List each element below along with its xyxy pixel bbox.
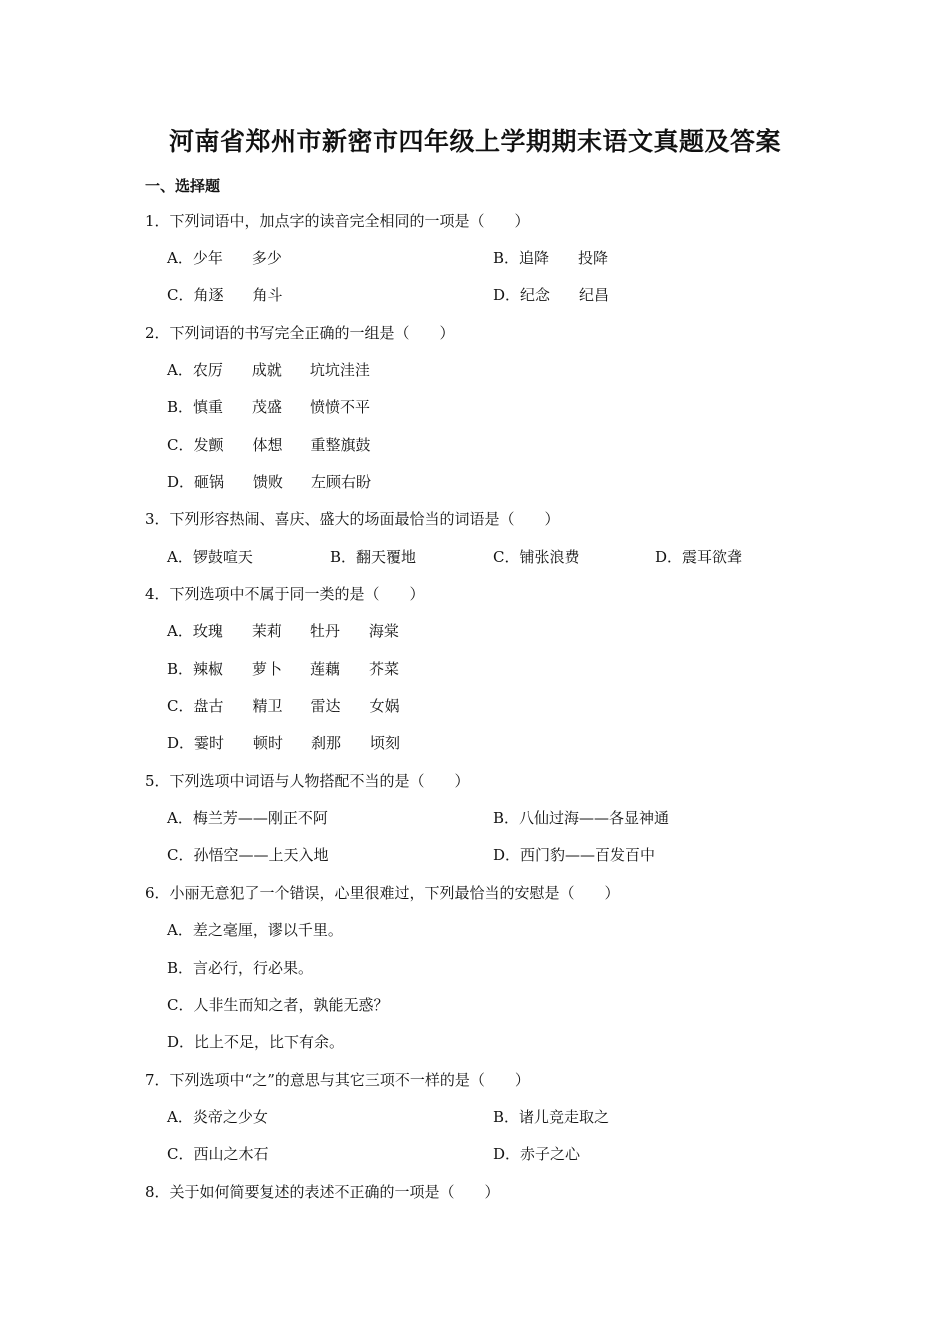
option-letter: A． <box>167 548 193 566</box>
option-letter: C． <box>167 286 194 304</box>
option-word: 茉莉 <box>251 622 282 640</box>
question-2-option-a <box>167 360 370 380</box>
option-word: 雷达 <box>310 697 341 715</box>
question-5-stem: 5．下列选项中词语与人物搭配不当的是（ ） <box>145 772 470 790</box>
option-word: 多少 <box>251 249 282 267</box>
question-5-option-c <box>167 845 329 865</box>
option-word: 茂盛 <box>252 398 283 416</box>
option-letter: D． <box>167 734 195 752</box>
option-word: 纪昌 <box>579 286 610 304</box>
question-1-stem: 1．下列词语中，加点字的读音完全相同的一项是（ ） <box>145 212 530 230</box>
question-2-stem: 2．下列词语的书写完全正确的一组是（ ） <box>145 324 455 342</box>
option-letter: D． <box>167 473 195 491</box>
option-letter: B． <box>167 660 194 678</box>
question-4-option-c <box>167 696 400 716</box>
question-7-option-c <box>167 1144 269 1164</box>
question-7-option-d <box>493 1144 580 1164</box>
option-letter: B． <box>330 548 357 566</box>
option-letter: C． <box>167 996 194 1014</box>
option-word: 角斗 <box>252 286 283 304</box>
question-7-stem: 7．下列选项中“之”的意思与其它三项不一样的是（ ） <box>145 1071 530 1089</box>
question-4-option-a <box>167 621 399 641</box>
option-word: 莲藕 <box>310 660 341 678</box>
question-1-option-d <box>493 285 609 305</box>
option-letter: C． <box>167 846 194 864</box>
question-2-option-d <box>167 472 371 492</box>
option-word: 霎时 <box>194 734 225 752</box>
option-word: 坑坑洼洼 <box>309 361 370 379</box>
option-word: 发颤 <box>193 436 224 454</box>
option-word: 刹那 <box>311 734 342 752</box>
option-word: 体想 <box>252 436 283 454</box>
question-6-option-c <box>167 995 389 1015</box>
option-word: 赤子之心 <box>520 1145 581 1163</box>
question-5-option-a <box>167 808 328 828</box>
section-heading: 一、选择题 <box>145 177 221 195</box>
option-word: 锣鼓喧天 <box>192 548 253 566</box>
option-letter: A． <box>167 809 193 827</box>
option-letter: C． <box>167 1145 194 1163</box>
option-word: 差之毫厘，谬以千里。 <box>192 921 343 939</box>
option-word: 八仙过海——各显神通 <box>519 809 670 827</box>
option-word: 盘古 <box>193 697 224 715</box>
option-letter: D． <box>493 846 521 864</box>
option-letter: A． <box>167 622 193 640</box>
question-4-option-d <box>167 733 400 753</box>
option-word: 翻天覆地 <box>356 548 417 566</box>
option-letter: D． <box>493 286 521 304</box>
question-2-option-b <box>167 397 370 417</box>
option-letter: B． <box>493 809 520 827</box>
option-letter: C． <box>167 697 194 715</box>
option-word: 愤愤不平 <box>310 398 371 416</box>
option-word: 农厉 <box>192 361 223 379</box>
option-letter: C． <box>493 548 520 566</box>
option-word: 投降 <box>578 249 609 267</box>
option-word: 左顾右盼 <box>311 473 372 491</box>
option-word: 砸锅 <box>194 473 225 491</box>
option-word: 海棠 <box>368 622 399 640</box>
question-1-option-a <box>167 248 282 268</box>
option-word: 纪念 <box>520 286 551 304</box>
question-4-option-b <box>167 659 399 679</box>
option-word: 诸儿竞走取之 <box>519 1108 610 1126</box>
question-1-option-c <box>167 285 283 305</box>
option-word: 炎帝之少女 <box>192 1108 268 1126</box>
option-word: 女娲 <box>369 697 400 715</box>
option-word: 顷刻 <box>370 734 401 752</box>
question-3-stem: 3．下列形容热闹、喜庆、盛大的场面最恰当的词语是（ ） <box>145 510 560 528</box>
option-letter: C． <box>167 436 194 454</box>
option-letter: B． <box>167 959 194 977</box>
option-word: 精卫 <box>252 697 283 715</box>
question-4-stem: 4．下列选项中不属于同一类的是（ ） <box>145 585 425 603</box>
option-word: 芥菜 <box>369 660 400 678</box>
option-letter: D． <box>493 1145 521 1163</box>
option-word: 玫瑰 <box>192 622 223 640</box>
question-6-stem: 6．小丽无意犯了一个错误，心里很难过，下列最恰当的安慰是（ ） <box>145 884 620 902</box>
question-7-option-b <box>493 1107 609 1127</box>
option-word: 比上不足，比下有余。 <box>194 1033 345 1051</box>
option-word: 言必行，行必果。 <box>193 959 314 977</box>
option-word: 少年 <box>192 249 223 267</box>
option-word: 角逐 <box>193 286 224 304</box>
question-7-option-a <box>167 1107 268 1127</box>
option-letter: D． <box>655 548 683 566</box>
option-letter: B． <box>167 398 194 416</box>
question-5-option-b <box>493 808 669 828</box>
option-word: 慎重 <box>193 398 224 416</box>
question-6-option-d <box>167 1032 344 1052</box>
option-word: 顿时 <box>253 734 284 752</box>
option-word: 梅兰芳——刚正不阿 <box>192 809 328 827</box>
option-word: 馈败 <box>253 473 284 491</box>
option-word: 西山之木石 <box>193 1145 269 1163</box>
option-word: 人非生而知之者，孰能无惑？ <box>193 996 389 1014</box>
question-3-option-d <box>655 547 742 567</box>
option-letter: D． <box>167 1033 195 1051</box>
option-word: 辣椒 <box>193 660 224 678</box>
document-title: 河南省郑州市新密市四年级上学期期末语文真题及答案 <box>168 127 781 156</box>
option-letter: B． <box>493 249 520 267</box>
option-word: 重整旗鼓 <box>310 436 371 454</box>
question-1-option-b <box>493 248 608 268</box>
option-word: 牡丹 <box>309 622 340 640</box>
option-word: 铺张浪费 <box>519 548 580 566</box>
question-6-option-a <box>167 920 343 940</box>
option-word: 萝卜 <box>252 660 283 678</box>
option-word: 震耳欲聋 <box>682 548 743 566</box>
option-word: 追降 <box>519 249 550 267</box>
question-3-option-a <box>167 547 253 567</box>
option-letter: A． <box>167 1108 193 1126</box>
question-8-stem: 8．关于如何简要复述的表述不正确的一项是（ ） <box>145 1183 500 1201</box>
option-letter: A． <box>167 249 193 267</box>
option-letter: A． <box>167 361 193 379</box>
question-5-option-d <box>493 845 655 865</box>
option-letter: A． <box>167 921 193 939</box>
question-6-option-b <box>167 958 313 978</box>
question-2-option-c <box>167 435 371 455</box>
question-3-option-c <box>493 547 580 567</box>
option-word: 西门豹——百发百中 <box>520 846 656 864</box>
option-letter: B． <box>493 1108 520 1126</box>
option-word: 成就 <box>251 361 282 379</box>
option-word: 孙悟空——上天入地 <box>193 846 329 864</box>
question-3-option-b <box>330 547 416 567</box>
